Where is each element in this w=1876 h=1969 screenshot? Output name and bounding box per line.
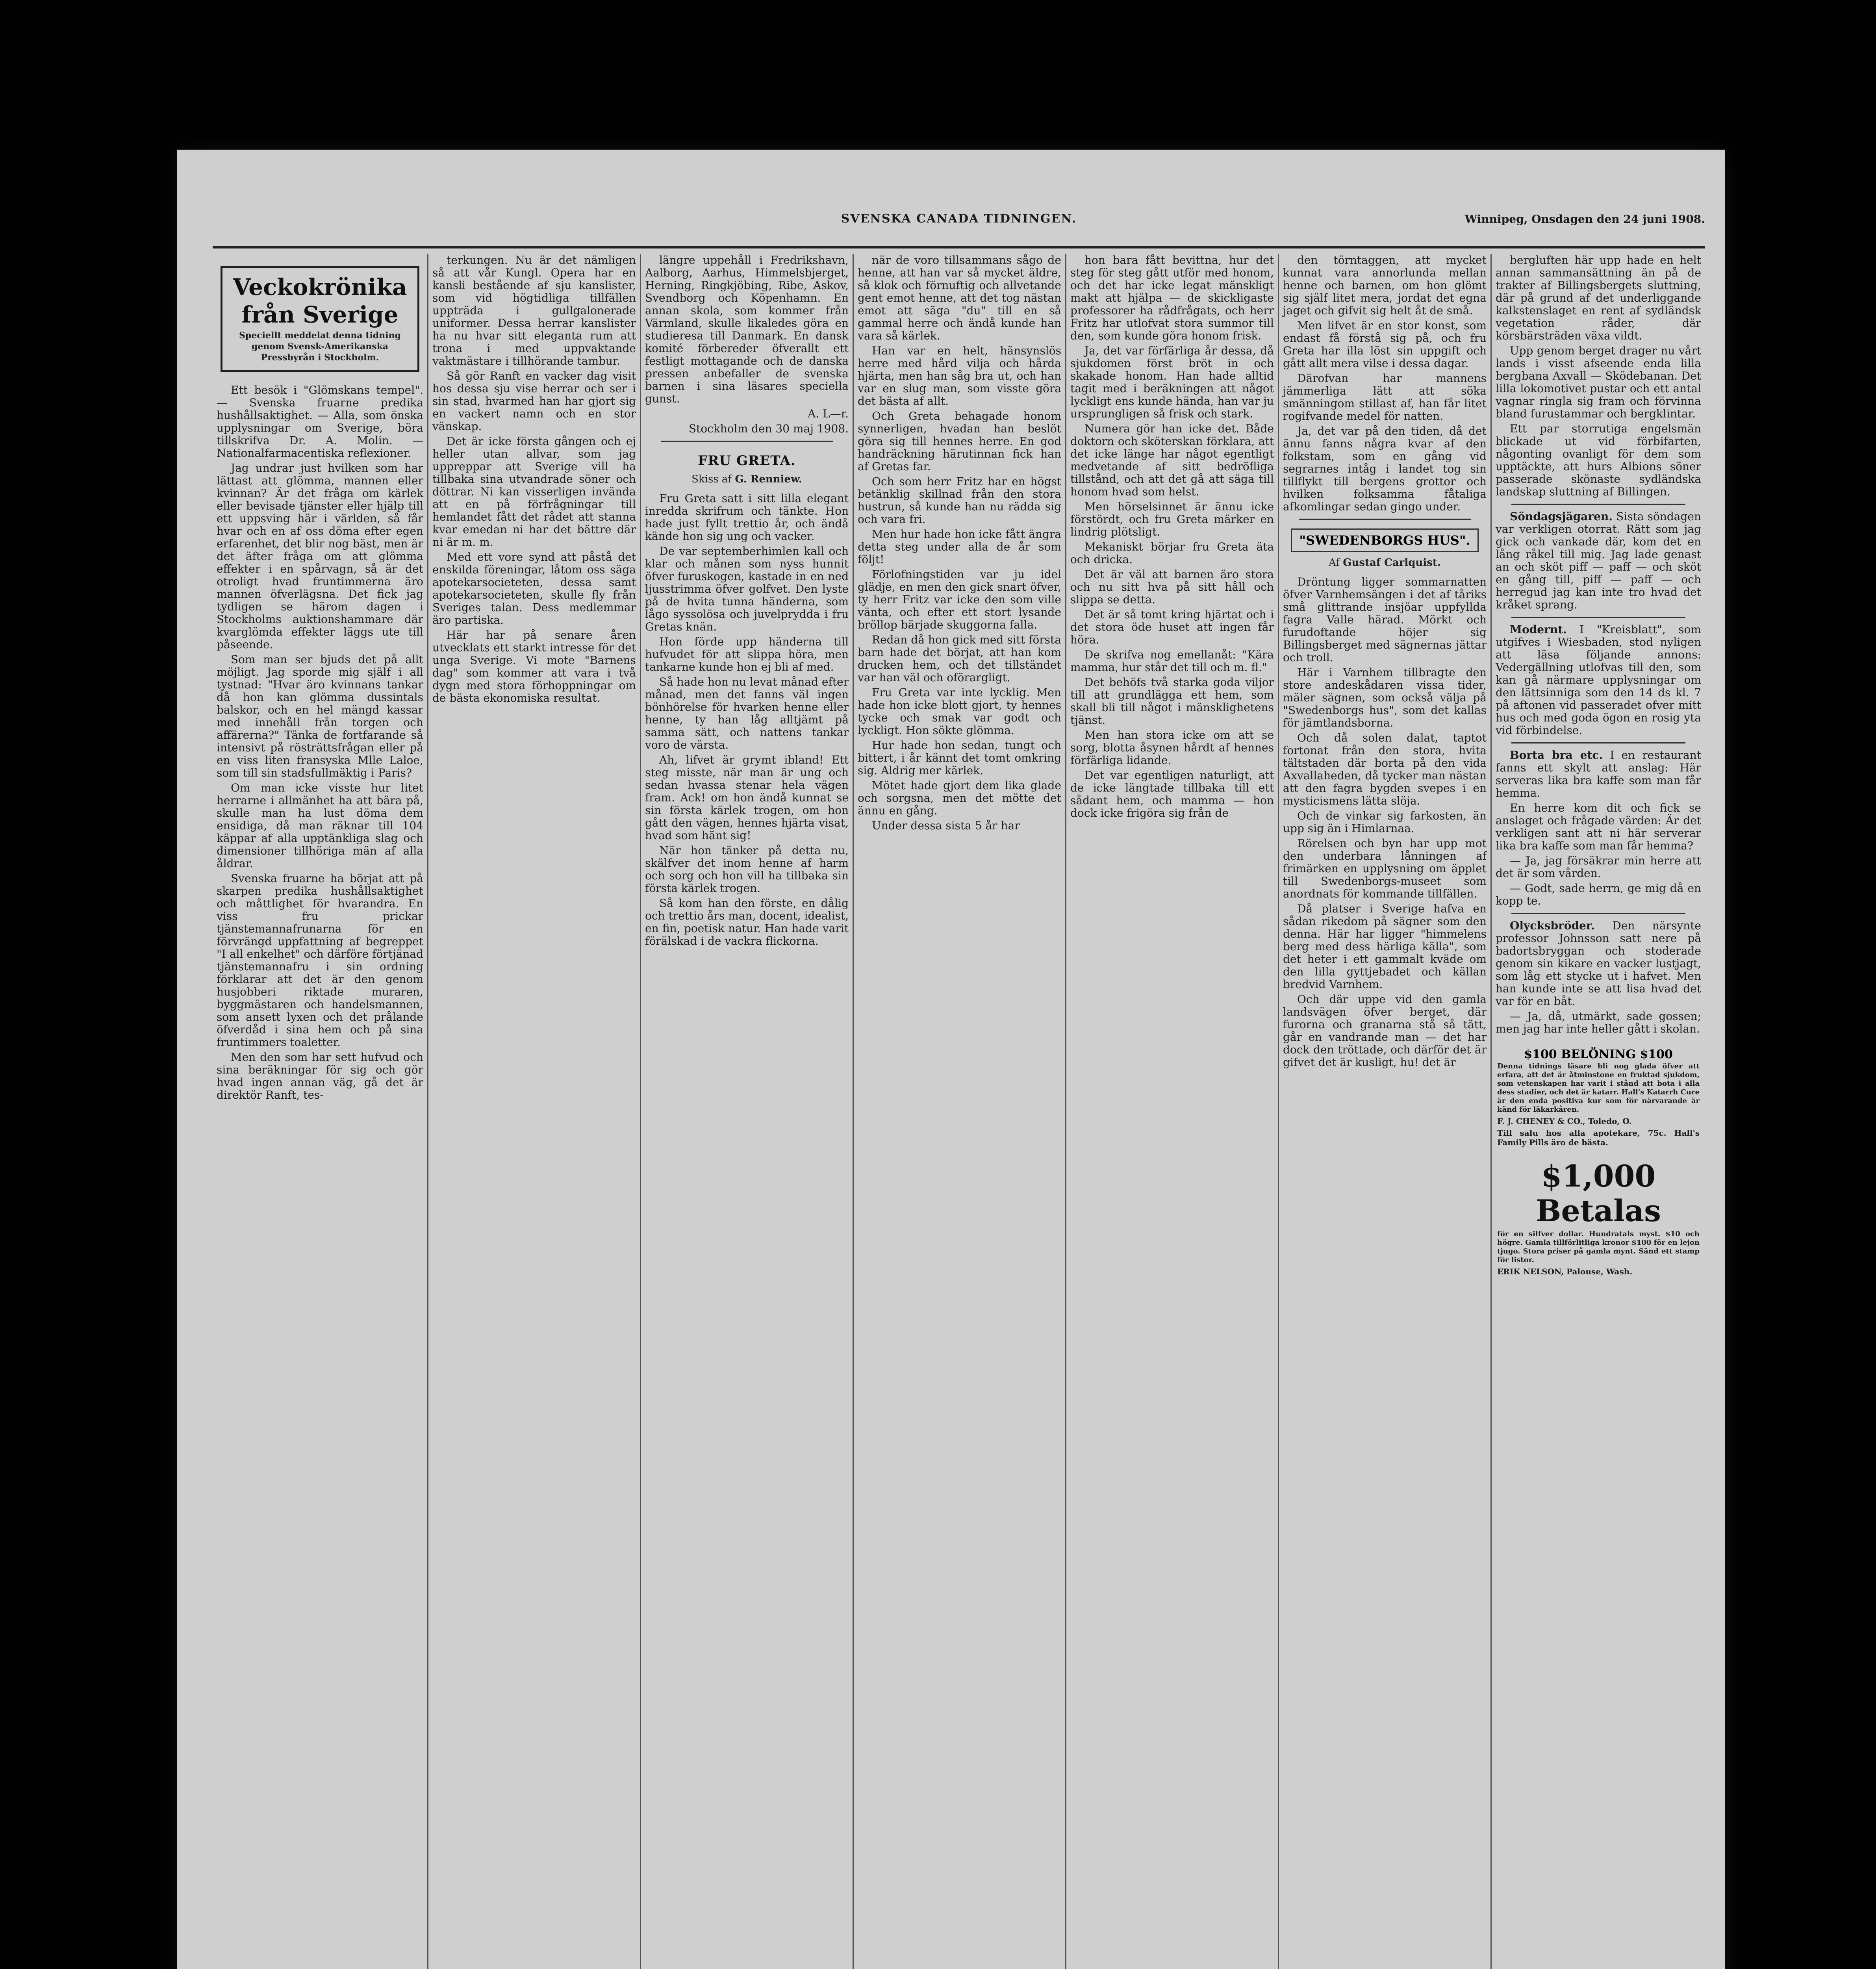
article-paragraph: Och då solen dalat, taptot fortonat från den stora, hvita tältstaden där borta på den vida Axvallaheden, då tycker man nästan att den fagra bygden svepes i en mysticismens lätta slöja. <box>1283 731 1487 807</box>
article-paragraph: Hon förde upp händerna till hufvudet för att slippa höra, men tankarne kunde hon ej bli af med. <box>645 635 849 673</box>
article-paragraph: Ja, det var förfärliga år dessa, då sjukdomen först bröt in och skakade honom. Han hade alltid tagit med i beräkningen att något lyckligt ens kunde hända, han var ju ursprungligen så frisk och stark. <box>1070 344 1274 420</box>
article-paragraph: Därofvan har mannens jämmerliga lätt att söka smänningom stillast af, han får litet rogifvande medel för natten. <box>1283 372 1487 423</box>
article-paragraph: Och där uppe vid den gamla landsvägen öfver berget, där furorna och granarna stå så tätt, går en vandrande man — det har dock den tröttade, och därför det är gifvet det är kusligt, hu! det är <box>1283 993 1487 1069</box>
article-paragraph: Det var egentligen naturligt, att de icke längtade tillbaka till ett sådant hem, och mamma — hon dock icke frigöra sig från de <box>1070 769 1274 819</box>
article-paragraph: Så hade hon nu levat månad efter månad, men det fanns väl ingen bönhörelse för hvarken henne eller henne, ty han låg alltjämt på samma sätt, och nattens tankar voro de värsta. <box>645 675 849 751</box>
article-paragraph: Han var en helt, hänsynslös herre med hård vilja och hårda hjärta, men han såg bra ut, och han var en slug man, som visste göra det bästa af allt. <box>858 344 1061 408</box>
byline-prefix: Skiss af <box>691 473 732 485</box>
article-paragraph: Och de vinkar sig farkosten, än upp sig än i Himlarnaa. <box>1283 809 1487 835</box>
short-item <box>1496 920 1701 1008</box>
article-paragraph: Ett besök i "Glömskans tempel". — Svenska fruarne predika hushållsaktighet. — Alla, som önska upplysningar om Sverige, böra tillskrifva Dr. A. Molin. — Nationalfarmacentiska reflexioner. <box>217 384 423 460</box>
article-paragraph: Mötet hade gjort dem lika glade och sorgsna, men det mötte det ännu en gång. <box>858 779 1061 817</box>
article-paragraph: En herre kom dit och fick se anslaget och frågade värden: Är det verkligen sant att ni här serverar lika bra kaffe som man får hemma? <box>1496 801 1701 852</box>
article-paragraph: Det är så tomt kring hjärtat och i det stora öde huset att ingen får höra. <box>1070 608 1274 646</box>
article-paragraph: Och Greta behagade honom synnerligen, hvadan han beslöt göra sig till hennes herre. En god handräckning härutinnan fick han af Gretas far. <box>858 410 1061 473</box>
article-paragraph: Upp genom berget drager nu vårt lands i visst afseende enda lilla bergbana Axvall — Sködebanan. Det lilla lokomotivet pustar och ett antal vagnar ringla sig fram och förvinna bland furustammar och bergklintar. <box>1496 344 1701 420</box>
short-item-text: I en restaurant fanns ett skylt att anslag: Här serveras lika bra kaffe som man får hemma. <box>1496 749 1701 799</box>
short-item-title: Borta bra etc. <box>1510 749 1603 762</box>
article-paragraph: Det är icke första gången och ej heller utan allvar, som jag uppreppar att Sverige vill ha tillbaka sina utvandrade söner och döttrar. Ni kan visserligen invända att en på förfrågningar till hemlandet fått det rådet att stanna kvar emedan ni har det bättre där ni är m. m. <box>432 435 636 549</box>
short-item-text: I "Kreisblatt", som utgifves i Wiesbaden, stod nyligen att läsa följande annons: Vedergällning utlofvas till den, som kan gå närmare upplysningar om den lättsinniga som den 14 ds kl. 7 på aftonen vid passeradet ofver mitt hus och med goda ögon en rosig yta vid förbindelse. <box>1496 623 1701 737</box>
byline-author: G. Renniew. <box>735 473 802 485</box>
article-paragraph: Som man ser bjuds det på allt möjligt. Jag sporde mig själf i all tystnad: "Hvar äro kvinnans tankar då hon kan glömma dussintals balskor, och en hel mängd kassar med innehåll från torgen och affärerna?" Tänka de fortfarande så intensivt på rösträttsfrågan eller på en viss liten fransyska Mlle Laloe, som till sin stadsfullmäktig i Paris? <box>217 653 423 779</box>
article-paragraph: Men lifvet är en stor konst, som endast få förstå sig på, och fru Greta har illa löst sin uppgift och gått allt mera vilse i dessa dagar. <box>1283 319 1487 370</box>
article-paragraph: Dröntung ligger sommarnatten öfver Varnhemsängen i det af tåriks små glittrande insjöar uppfyllda fagra Valle härad. Mörkt och furudoftande höjer sig Billingsberget med sägnernas jättar och troll. <box>1283 575 1487 664</box>
article-paragraph: Så kom han den förste, en dålig och trettio års man, docent, idealist, en fin, poetisk natur. Han hade varit förälskad i de vackra flickorna. <box>645 897 849 947</box>
article-paragraph: — Godt, sade herrn, ge mig då en kopp te. <box>1496 882 1701 907</box>
ad-big-headline: $1,000 Betalas <box>1536 1159 1661 1228</box>
column-5 <box>1065 254 1278 1969</box>
column-1 <box>213 254 427 1969</box>
article-paragraph: Men hur hade hon icke fått ängra detta steg under alla de år som följt! <box>858 528 1061 566</box>
divider <box>1299 519 1471 520</box>
article-paragraph: Numera gör han icke det. Både doktorn och sköterskan förklara, att det icke länge har något egentligt medvetande af sitt bedröfliga tillstånd, och att det gå att säga till honom hvad som helst. <box>1070 422 1274 498</box>
article-paragraph: Hur hade hon sedan, tungt och bittert, i år kännt det tomt omkring sig. Aldrig mer kärlek. <box>858 739 1061 777</box>
article-paragraph: Rörelsen och byn har upp mot den underbara lånningen af frimärken en upplysning om äpplet till Swedenborgs-museet som anordnats för kommande tillfällen. <box>1283 837 1487 900</box>
article-paragraph: Då platser i Sverige hafva en sådan rikedom på sägner som den denna. Här har ligger "himmelens berg med dess härliga källa", som det heter i ett gammalt kväde om den lilla gyttjebadet och källan bredvid Varnhem. <box>1283 902 1487 991</box>
column-7 <box>1490 254 1705 1969</box>
article-paragraph: Fru Greta var inte lycklig. Men hade hon icke blott gjort, ty hennes tycke och smak var godt och lyckligt. Hon sökte glömma. <box>858 686 1061 737</box>
article-paragraph: Ah, lifvet är grymt ibland! Ett steg misste, när man är ung och sedan hvassa stenar hela vägen fram. Ack! om hon ändå kunnat se sin första kärlek trogen, om hon gått den vägen, hennes hjärta visat, hvad som hänt sig! <box>645 753 849 842</box>
article-paragraph: Det behöfs två starka goda viljor till att grundlägga ett hem, som skall bli till något i mänsklighetens tjänst. <box>1070 676 1274 727</box>
article-paragraph: Här har på senare åren utvecklats ett starkt intresse för det unga Sverige. Vi mote "Barnens dag" som kommer att vara i två dygn med stora förhoppningar om de bästa ekonomiska resultat. <box>432 629 636 705</box>
article-paragraph: Mekaniskt börjar fru Greta äta och dricka. <box>1070 540 1274 566</box>
article-paragraph: Här i Varnhem tillbragte den store andeskådaren vissa tider, mäler sägnen, som också välja på "Swedenborgs hus", som det kallas för jämtlandsborna. <box>1283 666 1487 729</box>
article-paragraph: Fru Greta satt i sitt lilla elegant inredda skrifrum och tänkte. Hon hade just fyllt trettio år, och ändå kände hon sig ung och vacker. <box>645 492 849 543</box>
divider <box>1511 742 1685 743</box>
divider <box>1511 504 1685 505</box>
ad-headline: $100 BELÖNING $100 <box>1524 1048 1673 1061</box>
article-paragraph: Jag undrar just hvilken som har lättast att glömma, mannen eller kvinnan? Är det fråga om kärlek eller bevisade tjänster eller hjälp till ett uppsving här i världen, så får hvar och en af oss döma efter egen erfarenhet, det blir nog bäst, men är det äfter fråga om att glömma effekter i en spårvagn, så är det otroligt hvad fruntimmerna äro mannen öfverlägsna. Det fick jag tydligen se härom dagen i Stockholms auktionshammare där kvarglömda effekter läggs ute till påseende. <box>217 462 423 651</box>
article-paragraph: Redan då hon gick med sitt första barn hade det börjat, att han kom drucken hem, och det tillständet var han väl och oförargligt. <box>858 633 1061 684</box>
article-paragraph: Och som herr Fritz har en högst betänklig skillnad från den stora hustrun, så kunde han nu rädda sig och vara fri. <box>858 475 1061 526</box>
short-item <box>1496 623 1701 737</box>
column-3 <box>640 254 853 1969</box>
article-paragraph: Ett par storrutiga engelsmän blickade ut vid förbifarten, någonting ovanligt för dem som upptäckte, att hurs Albions söner passerade skönaste sydländska landskap sluttning af Billingen. <box>1496 422 1701 498</box>
article-paragraph: Förlofningstiden var ju idel glädje, en men den gick snart öfver, ty herr Fritz var icke den som ville vänta, och efter ett stort lysande bröllop bärjade skuggorna falla. <box>858 568 1061 631</box>
article-paragraph: längre uppehåll i Fredrikshavn, Aalborg, Aarhus, Himmelsbjerget, Herning, Ringkjöbing, Ribe, Askov, Svendborg och Köpenhamn. En annan skola, som kommer från Värmland, skulle likaledes göra en studieresa till Danmark. En dansk komité förbereder öfverallt ett festligt mottagande och de danska pressen anbefaller de svenska barnen i sina läsares speciella gunst. <box>645 254 849 405</box>
article-paragraph: Men han stora icke om att se sorg, blotta åsynen hårdt af hennes förfärliga lidande. <box>1070 729 1274 767</box>
short-item-text: Den närsynte professor Johnsson satt nere på badortsbryggan och stoderade genom sin kikare en vacker lustjagt, som låg ett stycke ut i hafvet. Men han kunde inte se att lisa hvad det var för en båt. <box>1496 919 1702 1008</box>
article-paragraph: Om man icke visste hur litet herrarne i allmänhet ha att bära på, skulle man ha lust döma dem ensidiga, då man räknar till 104 käppar af alla upptänkliga slag och dimensioner tillhöriga män af alla åldrar. <box>217 781 423 870</box>
article-paragraph: Det är väl att barnen äro stora och nu sitt hva på sitt håll och slippa se detta. <box>1070 568 1274 606</box>
article-paragraph: De skrifva nog emellanåt: "Kära mamma, hur står det till och m. fl." <box>1070 648 1274 674</box>
article-paragraph: Men hörselsinnet är ännu icke förstördt, och fru Greta märker en lindrig plötsligt. <box>1070 500 1274 538</box>
short-item-title: Olycksbröder. <box>1510 919 1595 932</box>
column-6 <box>1278 254 1490 1969</box>
article-signoff: Stockholm den 30 maj 1908. <box>688 422 849 435</box>
article-paragraph: — Ja, då, utmärkt, sade gossen; men jag har inte heller gått i skolan. <box>1496 1010 1701 1035</box>
ad-text: för en silfver dollar. Hundratals myst. $10 och högre. Gamla tillförlitliga kronor $100 för en lejon tjugo. Stora priser på gamla mynt. Sänd ett stamp för listor. <box>1497 1230 1700 1264</box>
short-item <box>1496 510 1701 611</box>
ad-note: Till salu hos alla apotekare, 75c. Hall's Family Pills äro de bästa. <box>1497 1128 1700 1147</box>
article-paragraph: Så gör Ranft en vacker dag visit hos dessa sju vise herrar och ser i sin stad, hvarmed han har gjort sig en vackert namn och en stor vänskap. <box>432 369 636 433</box>
headline-subtitle: Speciellt meddelat denna tidning genom Svensk-Amerikanska Pressbyrån i Stockholm. <box>239 330 401 363</box>
article-paragraph: terkungen. Nu är det nämligen så att vår Kungl. Opera har en kansli bestående af sju kanslister, som vid högtidliga tillfällen uppträda i gullgalonerade uniformer. Dessa herrar kanslister ha nu hvar sitt eleganta rum att trona i med uppvaktande vaktmästare i tillhörande tambur. <box>432 254 636 367</box>
ad-signature: ERIK NELSON, Palouse, Wash. <box>1497 1267 1633 1276</box>
divider <box>1511 617 1685 618</box>
article-paragraph: — Ja, jag försäkrar min herre att det är som vården. <box>1496 854 1701 880</box>
column-4 <box>853 254 1065 1969</box>
article-paragraph: När hon tänker på detta nu, skälfver det inom henne af harm och sorg och hon vill ha tillbaka sin första kärlek trogen. <box>645 844 849 895</box>
article-paragraph: den törntaggen, att mycket kunnat vara annorlunda mellan henne och barnen, om hon glömt sig själf litet mera, jordat det egna jaget och gifvit sig helt åt de små. <box>1283 254 1487 317</box>
advertisement-reward <box>1497 1047 1700 1147</box>
article-paragraph: hon bara fått bevittna, hur det steg för steg gått utför med honom, och det har icke legat mänskligt makt att hjälpa — de skickligaste professorer ha rådfrågats, och herr Fritz har utlofvat stora summor till den, som kunde göra honom frisk. <box>1070 254 1274 342</box>
columns <box>213 254 1705 1969</box>
headline-title: Veckokrönika från Sverige <box>233 274 407 328</box>
advertisement-coins <box>1497 1159 1700 1276</box>
short-item <box>1496 749 1701 799</box>
article-paragraph: Med ett vore synd att påstå det enskilda föreningar, låtom oss säga apotekarsocieteten, dessa samt apotekarsocieteten, skulle fly från Sveriges talan. Dess medlemmar äro partiska. <box>432 551 636 627</box>
byline-prefix: Af <box>1329 557 1340 569</box>
short-item-title: Modernt. <box>1510 623 1567 636</box>
divider <box>661 441 833 442</box>
publication-title: SVENSKA CANADA TIDNINGEN. <box>841 212 1077 226</box>
article-signoff: A. L—r. <box>808 407 849 420</box>
short-item-title: Söndagsjägaren. <box>1510 510 1613 523</box>
byline <box>1283 556 1487 569</box>
ad-text: Denna tidnings läsare bli nog glada öfver att erfara, att det är åtminstone en fruktad sjukdom, som vetenskapen har varit i stånd att bota i alla dess stadier, och det är katarr. Hall's Katarrh Cure är den enda positiva kur som för närvarande är känd för läkarkåren. <box>1497 1062 1700 1114</box>
divider <box>1511 913 1685 914</box>
headline-box <box>221 266 419 372</box>
article-paragraph: bergluften här upp hade en helt annan sammansättning än på de trakter af Billingsbergets sluttning, där på grund af det underliggande kalkstenslaget en rent af sydländsk vegetation råder, där körsbärsträden växa vildt. <box>1496 254 1701 342</box>
article-paragraph: Ja, det var på den tiden, då det ännu fanns några kvar af den folkstam, som en gång vid segrarnes intåg i landet tog sin tillflykt till bergens grottor och hvilken folksamma fåtaliga afkomlingar sedan gingo under. <box>1283 425 1487 513</box>
article-paragraph: Men den som har sett hufvud och sina beräkningar för sig och gör hvad ingen annan väg, gå det är direktör Ranft, tes- <box>217 1051 423 1101</box>
article-title-box: "SWEDENBORGS HUS". <box>1291 528 1479 552</box>
ad-signature: F. J. CHENEY & CO., Toledo, O. <box>1497 1116 1632 1126</box>
article-paragraph: Under dessa sista 5 år har <box>872 819 1020 832</box>
dateline: Winnipeg, Onsdagen den 24 juni 1908. <box>1464 213 1705 226</box>
masthead <box>213 209 1705 248</box>
column-2 <box>427 254 640 1969</box>
short-item-text: Sista söndagen var verkligen otorrat. Rätt som jag gick och vankade där, kom det en lång råkel till mig. Jag lade genast an och sköt piff — paff — och sköt en gång till, piff — paff — och herregud jag kan inte tro hvad det kråket sprang. <box>1496 510 1701 611</box>
article-paragraph: De var septemberhimlen kall och klar och månen som nyss hunnit öfver furuskogen, kastade in en ned ljusstrimma öfver golfvet. Den lyste på de hvita tunna händerna, som lågo syssolösa och juvelprydda i fru Gretas knän. <box>645 545 849 633</box>
article-paragraph: när de voro tillsammans sågo de henne, att han var så mycket äldre, så klok och förnuftig och allvetande gent emot henne, att det tog nästan emot att säga "du" till en så gammal herre och ändå kunde han vara så kärlek. <box>858 254 1061 342</box>
article-title: FRU GRETA. <box>698 453 796 469</box>
byline <box>645 473 849 486</box>
article-paragraph: Svenska fruarne ha börjat att på skarpen predika hushållsaktighet och måttlighet för hvarandra. En viss fru prickar tjänstemannafrunarna för en förvrängd uppfattning af begreppet "I all enkelhet" och därföre förtjänad tjänstemannafru i sin ordning förklarar att det är den genom husjobberi riktade muraren, byggmästaren och handelsmannen, som ansett lyxen och det prålande öfverdåd i sina hem och på sina fruntimmers toaletter. <box>217 872 423 1049</box>
byline-author: Gustaf Carlquist. <box>1343 557 1441 569</box>
newspaper-page <box>177 150 1725 1969</box>
